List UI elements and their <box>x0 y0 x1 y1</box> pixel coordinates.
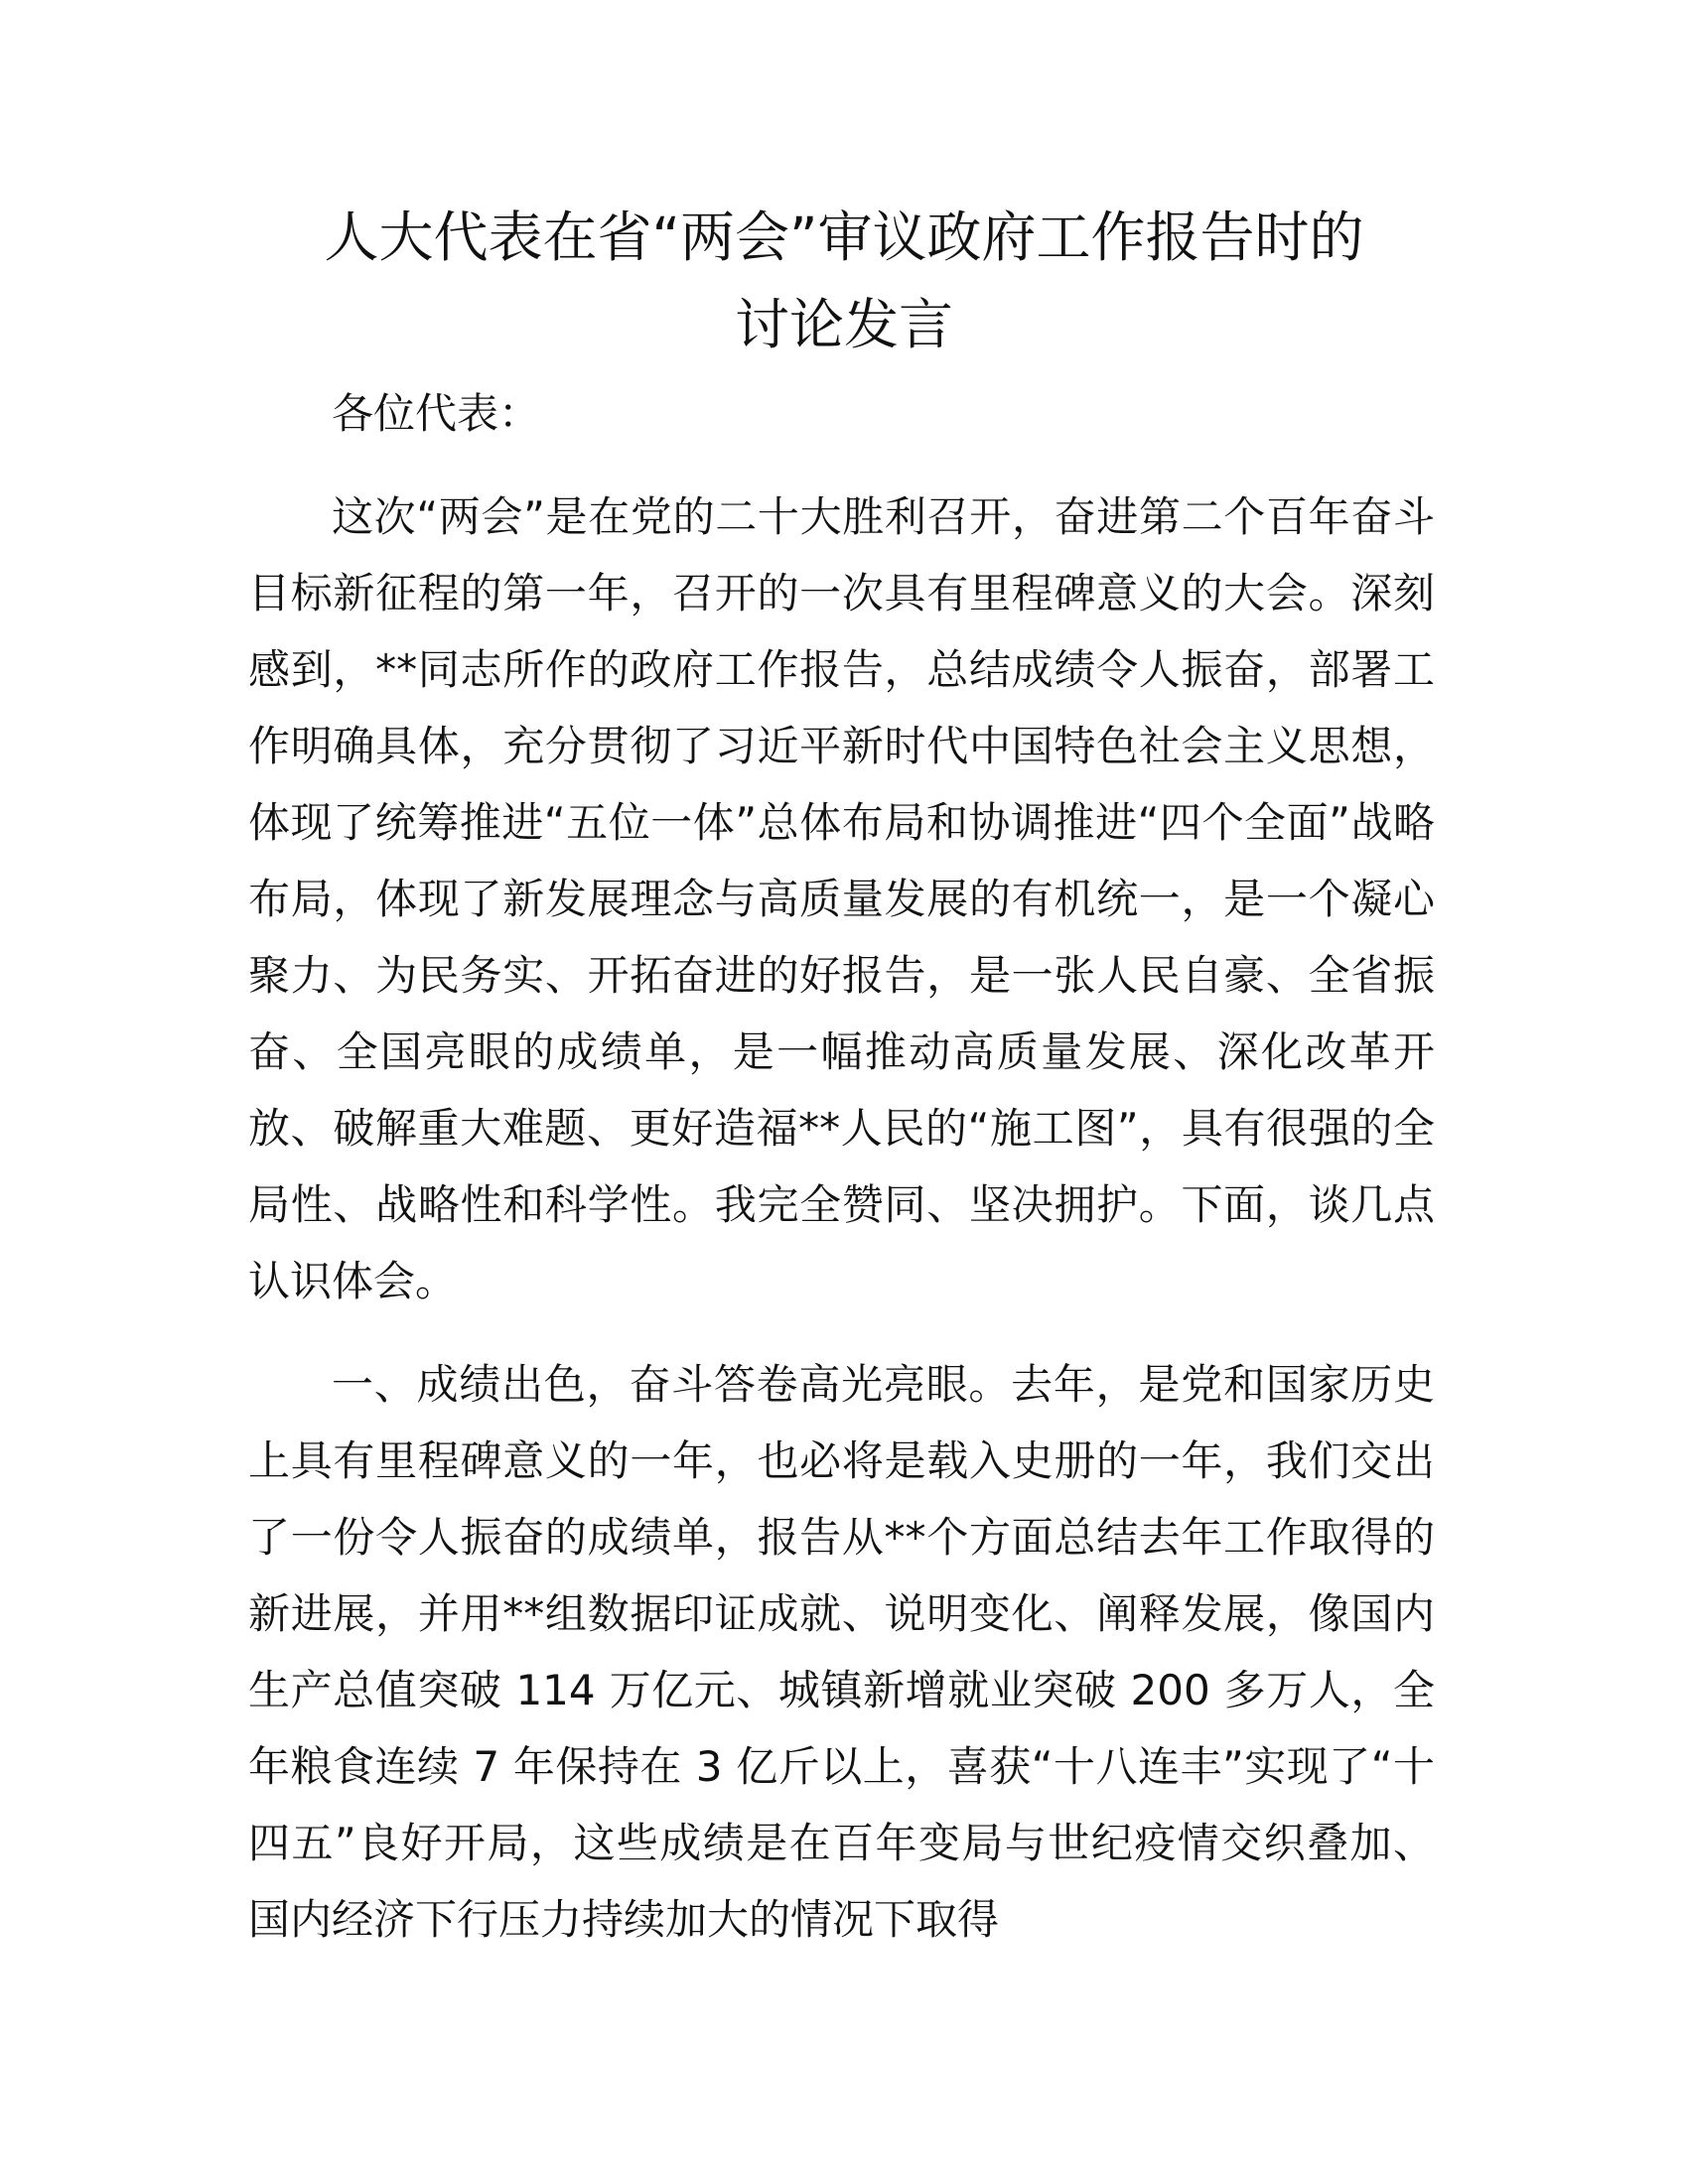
paragraph-2: 一、成绩出色，奋斗答卷高光亮眼。去年，是党和国家历史上具有里程碑意义的一年，也必将是载入史册的一年，我们交出了一份令人振奋的成绩单，报告从**个方面总结去年工作取得的新进展，并用**组数据印证成就、说明变化、阐释发展，像国内生产总值突破 114 万亿元、城镇新增就业突破 200 多万人，全年粮食连续 7 年保持在 3 亿斤以上，喜获“十八连丰”实现了“十四五”良好开局，这些成绩是在百年变局与世纪疫情交织叠加、国内经济下行压力持续加大的情况下取得 <box>248 1360 1435 1944</box>
title-line-1: 人大代表在省“两会”审议政府工作报告时的 <box>324 205 1364 269</box>
title-line-2: 讨论发言 <box>734 293 953 356</box>
document-body <box>248 375 1435 1984</box>
salutation: 各位代表： <box>332 389 541 438</box>
paragraph-1: 这次“两会”是在党的二十大胜利召开，奋进第二个百年奋斗目标新征程的第一年，召开的一次具有里程碑意义的大会。深刻感到，**同志所作的政府工作报告，总结成绩令人振奋，部署工作明确具体，充分贯彻了习近平新时代中国特色社会主义思想，体现了统筹推进“五位一体”总体布局和协调推进“四个全面”战略布局，体现了新发展理念与高质量发展的有机统一，是一个凝心聚力、为民务实、开拓奋进的好报告，是一张人民自豪、全省振奋、全国亮眼的成绩单，是一幅推动高质量发展、深化改革开放、破解重大难题、更好造福**人民的“施工图”，具有很强的全局性、战略性和科学性。我完全赞同、坚决拥护。下面，谈几点认识体会。 <box>248 492 1435 1305</box>
document-title <box>199 194 1489 368</box>
